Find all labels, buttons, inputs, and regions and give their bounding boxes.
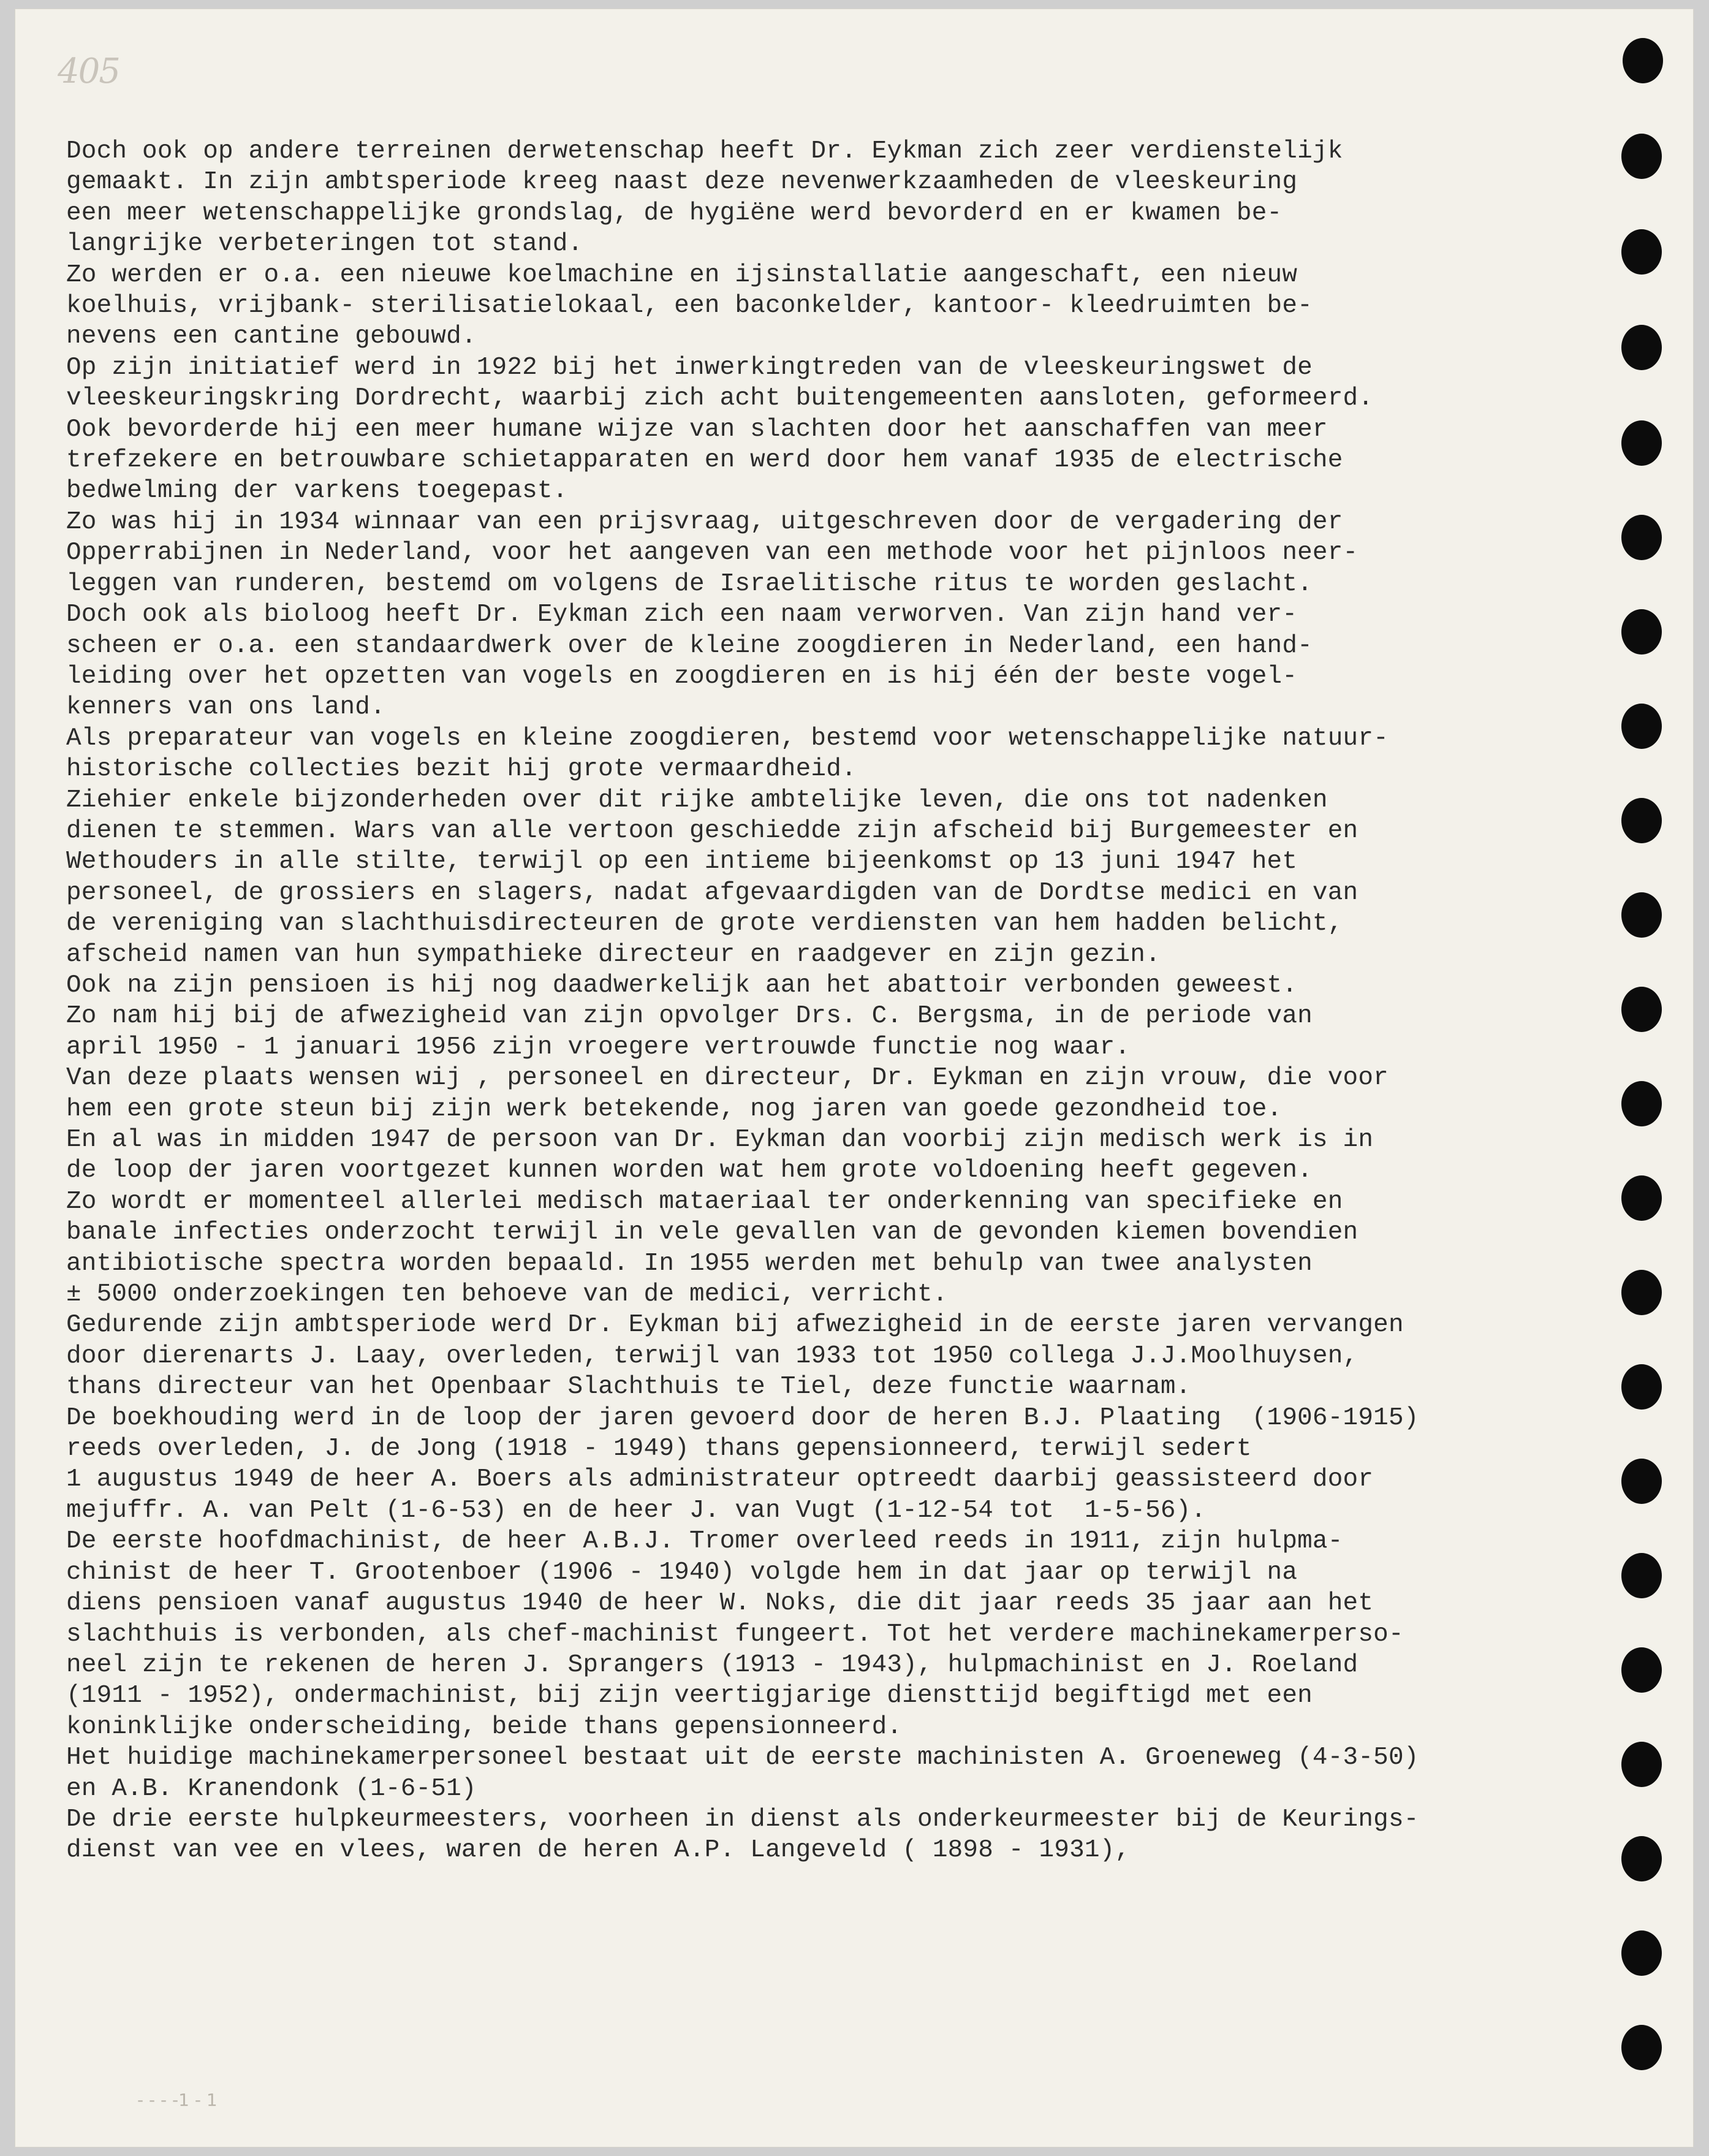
- text-line: Gedurende zijn ambtsperiode werd Dr. Eykman bij afwezigheid in de eerste jaren vervangen: [66, 1311, 1404, 1340]
- text-line: mejuffr. A. van Pelt (1-6-53) en de heer J. van Vugt (1-12-54 tot 1-5-56).: [66, 1496, 1207, 1525]
- text-line: Wethouders in alle stilte, terwijl op een intieme bijeenkomst op 13 juni 1947 het: [66, 848, 1298, 876]
- punch-hole: [1623, 38, 1663, 83]
- text-line: leiding over het opzetten van vogels en zoogdieren en is hij één der beste vogel-: [66, 662, 1298, 691]
- binder-holes: [1571, 9, 1694, 2147]
- text-line: Het huidige machinekamerpersoneel bestaat uit de eerste machinisten A. Groeneweg (4-3-50): [66, 1744, 1419, 1772]
- punch-hole: [1621, 987, 1662, 1032]
- punch-hole: [1621, 515, 1662, 560]
- punch-hole: [1621, 609, 1662, 655]
- text-line: april 1950 - 1 januari 1956 zijn vroegere vertrouwde functie nog waar.: [66, 1033, 1131, 1061]
- text-line: 1 augustus 1949 de heer A. Boers als administrateur optreedt daarbij geassisteerd door: [66, 1465, 1374, 1494]
- punch-hole: [1621, 1930, 1662, 1976]
- text-line: trefzekere en betrouwbare schietapparaten en werd door hem vanaf 1935 de electrische: [66, 446, 1343, 475]
- punch-hole: [1621, 1081, 1662, 1126]
- text-line: nevens een cantine gebouwd.: [66, 322, 477, 351]
- text-line: door dierenarts J. Laay, overleden, terwijl van 1933 tot 1950 collega J.J.Moolhuysen,: [66, 1342, 1358, 1370]
- punch-hole: [1621, 1270, 1662, 1315]
- punch-hole: [1621, 1836, 1662, 1881]
- text-line: gemaakt. In zijn ambtsperiode kreeg naast deze nevenwerkzaamheden de vleeskeuring: [66, 168, 1298, 197]
- footer-mark: - - - -1 - 1: [137, 2090, 218, 2110]
- text-line: Van deze plaats wensen wij , personeel en directeur, Dr. Eykman en zijn vrouw, die voor: [66, 1064, 1389, 1093]
- punch-hole: [1621, 134, 1662, 179]
- text-line: Ook bevorderde hij een meer humane wijze van slachten door het aanschaffen van meer: [66, 415, 1328, 444]
- punch-hole: [1621, 1175, 1662, 1221]
- punch-hole: [1621, 704, 1662, 749]
- text-line: banale infecties onderzocht terwijl in vele gevallen van de gevonden kiemen bovendien: [66, 1218, 1358, 1247]
- text-line: ± 5000 onderzoekingen ten behoeve van de medici, verricht.: [66, 1280, 948, 1309]
- text-line: Opperrabijnen in Nederland, voor het aangeven van een methode voor het pijnloos neer-: [66, 539, 1358, 567]
- punch-hole: [1621, 1647, 1662, 1693]
- text-line: Ook na zijn pensioen is hij nog daadwerkelijk aan het abattoir verbonden geweest.: [66, 971, 1298, 1000]
- text-line: Ziehier enkele bijzonderheden over dit rijke ambtelijke leven, die ons tot nadenken: [66, 786, 1328, 814]
- text-line: thans directeur van het Openbaar Slachthuis te Tiel, deze functie waarnam.: [66, 1373, 1191, 1402]
- text-line: (1911 - 1952), ondermachinist, bij zijn veertigjarige diensttijd begiftigd met een: [66, 1682, 1313, 1710]
- text-line: kenners van ons land.: [66, 693, 385, 722]
- punch-hole: [1621, 1742, 1662, 1787]
- text-line: Doch ook als bioloog heeft Dr. Eykman zich een naam verworven. Van zijn hand ver-: [66, 601, 1298, 629]
- text-line: historische collecties bezit hij grote vermaardheid.: [66, 755, 857, 784]
- text-line: scheen er o.a. een standaardwerk over de kleine zoogdieren in Nederland, een hand-: [66, 631, 1313, 660]
- punch-hole: [1621, 1364, 1662, 1410]
- text-line: en A.B. Kranendonk (1-6-51): [66, 1774, 477, 1803]
- text-line: Zo nam hij bij de afwezigheid van zijn opvolger Drs. C. Bergsma, in de periode van: [66, 1002, 1313, 1031]
- text-line: Als preparateur van vogels en kleine zoogdieren, bestemd voor wetenschappelijke natuur-: [66, 724, 1389, 753]
- text-line: vleeskeuringskring Dordrecht, waarbij zich acht buitengemeenten aansloten, geformeerd.: [66, 384, 1374, 413]
- text-line: diens pensioen vanaf augustus 1940 de heer W. Noks, die dit jaar reeds 35 jaar aan het: [66, 1589, 1374, 1618]
- folio-number: 405: [58, 51, 119, 91]
- text-line: Doch ook op andere terreinen derwetenschap heeft Dr. Eykman zich zeer verdienstelijk: [66, 137, 1343, 165]
- text-line: bedwelming der varkens toegepast.: [66, 477, 568, 506]
- text-line: langrijke verbeteringen tot stand.: [66, 230, 583, 259]
- text-line: een meer wetenschappelijke grondslag, de hygiëne werd bevorderd en er kwamen be-: [66, 199, 1283, 227]
- punch-hole: [1621, 892, 1662, 938]
- text-line: chinist de heer T. Grootenboer (1906 - 1940) volgde hem in dat jaar op terwijl na: [66, 1558, 1298, 1587]
- text-line: De drie eerste hulpkeurmeesters, voorheen in dienst als onderkeurmeester bij de Keurings-: [66, 1805, 1419, 1834]
- punch-hole: [1621, 1459, 1662, 1504]
- text-line: De boekhouding werd in de loop der jaren gevoerd door de heren B.J. Plaating (1906-1915): [66, 1403, 1419, 1432]
- text-line: personeel, de grossiers en slagers, nadat afgevaardigden van de Dordtse medici en van: [66, 878, 1358, 907]
- text-line: Zo was hij in 1934 winnaar van een prijsvraag, uitgeschreven door de vergadering der: [66, 507, 1343, 536]
- text-line: antibiotische spectra worden bepaald. In 1955 werden met behulp van twee analysten: [66, 1249, 1313, 1278]
- text-line: De eerste hoofdmachinist, de heer A.B.J. Tromer overleed reeds in 1911, zijn hulpma-: [66, 1527, 1343, 1556]
- punch-hole: [1621, 420, 1662, 466]
- text-line: Zo wordt er momenteel allerlei medisch mataeriaal ter onderkenning van specifieke en: [66, 1187, 1343, 1216]
- text-line: afscheid namen van hun sympathieke directeur en raadgever en zijn gezin.: [66, 940, 1161, 969]
- text-line: neel zijn te rekenen de heren J. Sprangers (1913 - 1943), hulpmachinist en J. Roeland: [66, 1650, 1358, 1679]
- text-line: reeds overleden, J. de Jong (1918 - 1949) thans gepensionneerd, terwijl sedert: [66, 1435, 1252, 1463]
- punch-hole: [1621, 1553, 1662, 1598]
- text-line: Op zijn initiatief werd in 1922 bij het inwerkingtreden van de vleeskeuringswet de: [66, 353, 1313, 382]
- punch-hole: [1621, 229, 1662, 275]
- text-line: de loop der jaren voortgezet kunnen worden wat hem grote voldoening heeft gegeven.: [66, 1156, 1313, 1185]
- punch-hole: [1621, 325, 1662, 370]
- text-line: Zo werden er o.a. een nieuwe koelmachine en ijsinstallatie aangeschaft, een nieuw: [66, 260, 1298, 289]
- text-line: dienen te stemmen. Wars van alle vertoon geschiedde zijn afscheid bij Burgemeester en: [66, 816, 1358, 845]
- text-line: En al was in midden 1947 de persoon van Dr. Eykman dan voorbij zijn medisch werk is in: [66, 1126, 1374, 1154]
- text-line: de vereniging van slachthuisdirecteuren de grote verdiensten van hem hadden belicht,: [66, 909, 1343, 938]
- text-line: koelhuis, vrijbank- sterilisatielokaal, een baconkelder, kantoor- kleedruimten be-: [66, 292, 1313, 321]
- punch-hole: [1621, 798, 1662, 843]
- document-page: [15, 9, 1694, 2147]
- text-line: hem een grote steun bij zijn werk betekende, nog jaren van goede gezondheid toe.: [66, 1095, 1283, 1123]
- text-line: slachthuis is verbonden, als chef-machinist fungeert. Tot het verdere machinekamerperso-: [66, 1620, 1404, 1649]
- typed-body-text: [66, 136, 1598, 1866]
- text-line: dienst van vee en vlees, waren de heren A.P. Langeveld ( 1898 - 1931),: [66, 1836, 1131, 1865]
- text-line: koninklijke onderscheiding, beide thans gepensionneerd.: [66, 1712, 903, 1741]
- text-line: leggen van runderen, bestemd om volgens de Israelitische ritus te worden geslacht.: [66, 569, 1313, 598]
- punch-hole: [1621, 2025, 1662, 2070]
